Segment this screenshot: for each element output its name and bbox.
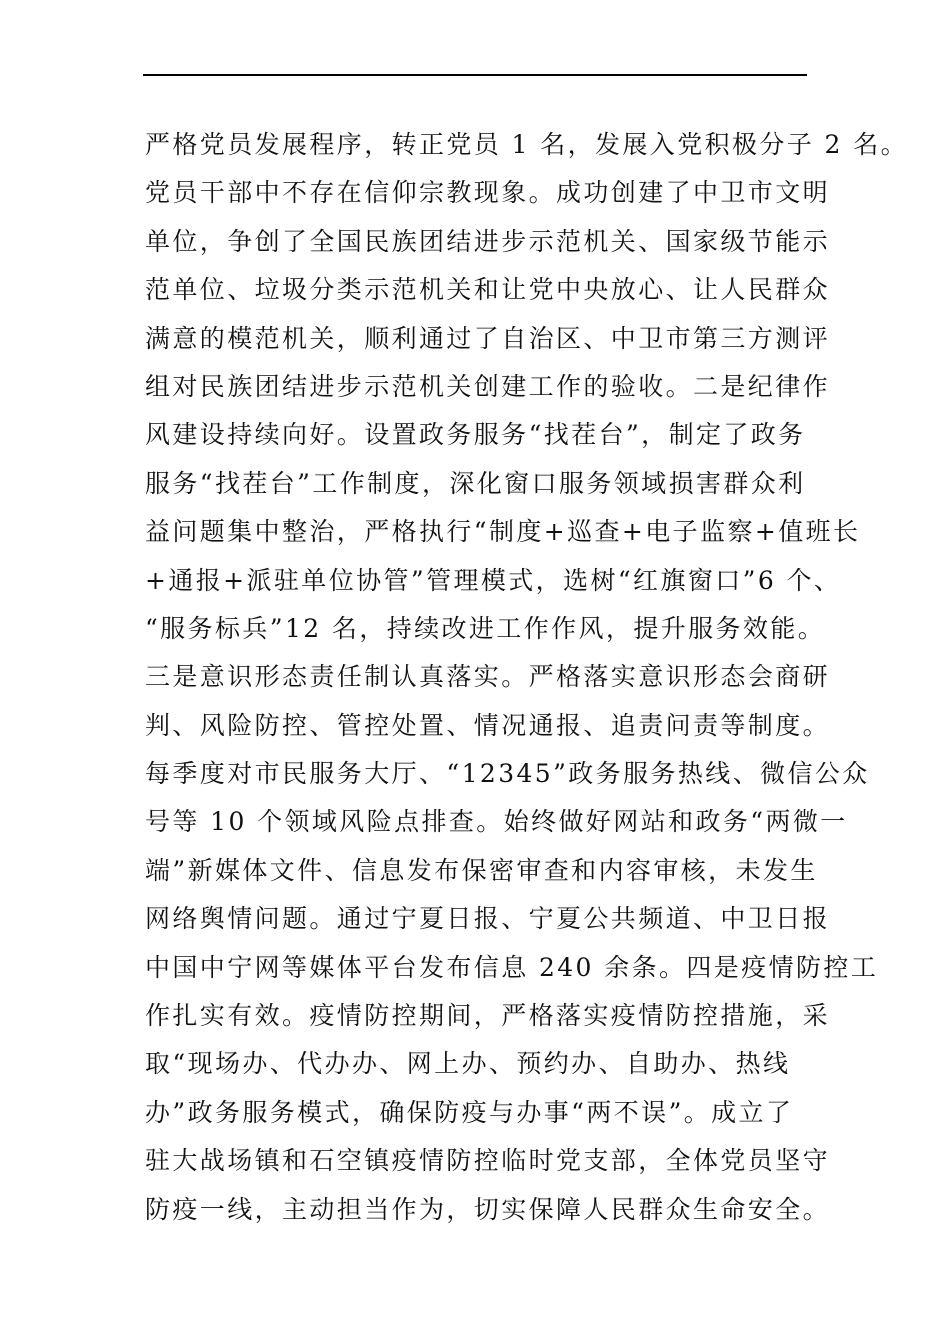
text-line: 判、风险防控、管控处置、情况通报、追责问责等制度。 [145,710,831,740]
text-line: 作扎实有效。疫情防控期间，严格落实疫情防控措施，采 [145,1001,831,1031]
text-line: 取“现场办、代办办、网上办、预约办、自助办、热线 [145,1049,791,1079]
text-line: 满意的模范机关，顺利通过了自治区、中卫市第三方测评 [145,323,831,353]
text-line: 益问题集中整治，严格执行“制度+巡查+电子监察+值班长 [145,517,861,547]
body-text [145,121,909,1234]
text-line: 服务“找茬台”工作制度，深化窗口服务领域损害群众利 [145,468,806,498]
header-rule [143,74,807,76]
text-line: +通报+派驻单位协管”管理模式，选树“红旗窗口”6 个、 [145,565,842,595]
text-line: 单位，争创了全国民族团结进步示范机关、国家级节能示 [145,226,831,256]
text-line: “服务标兵”12 名，持续改进工作作风，提升服务效能。 [145,613,826,643]
text-line: 每季度对市民服务大厅、“12345”政务服务热线、微信公众 [145,759,870,789]
text-line: 中国中宁网等媒体平台发布信息 240 余条。四是疫情防控工 [145,952,879,982]
text-line: 组对民族团结进步示范机关创建工作的验收。二是纪律作 [145,371,831,401]
text-line: 严格党员发展程序，转正党员 1 名，发展入党积极分子 2 名。 [145,130,909,159]
text-line: 范单位、垃圾分类示范机关和让党中央放心、让人民群众 [145,275,831,305]
text-line: 号等 10 个领域风险点排查。始终做好网站和政务“两微一 [145,807,848,837]
text-line: 防疫一线，主动担当作为，切实保障人民群众生命安全。 [145,1194,831,1224]
text-line: 办”政务服务模式，确保防疫与办事“两不误”。成立了 [145,1097,794,1127]
text-line: 三是意识形态责任制认真落实。严格落实意识形态会商研 [145,662,831,692]
text-line: 驻大战场镇和石空镇疫情防控临时党支部，全体党员坚守 [145,1146,831,1176]
text-line: 网络舆情问题。通过宁夏日报、宁夏公共频道、中卫日报 [145,904,831,934]
text-line: 风建设持续向好。设置政务服务“找茬台”，制定了政务 [145,420,806,450]
text-line: 党员干部中不存在信仰宗教现象。成功创建了中卫市文明 [145,178,831,208]
text-line: 端”新媒体文件、信息发布保密审查和内容审核，未发生 [145,855,818,885]
